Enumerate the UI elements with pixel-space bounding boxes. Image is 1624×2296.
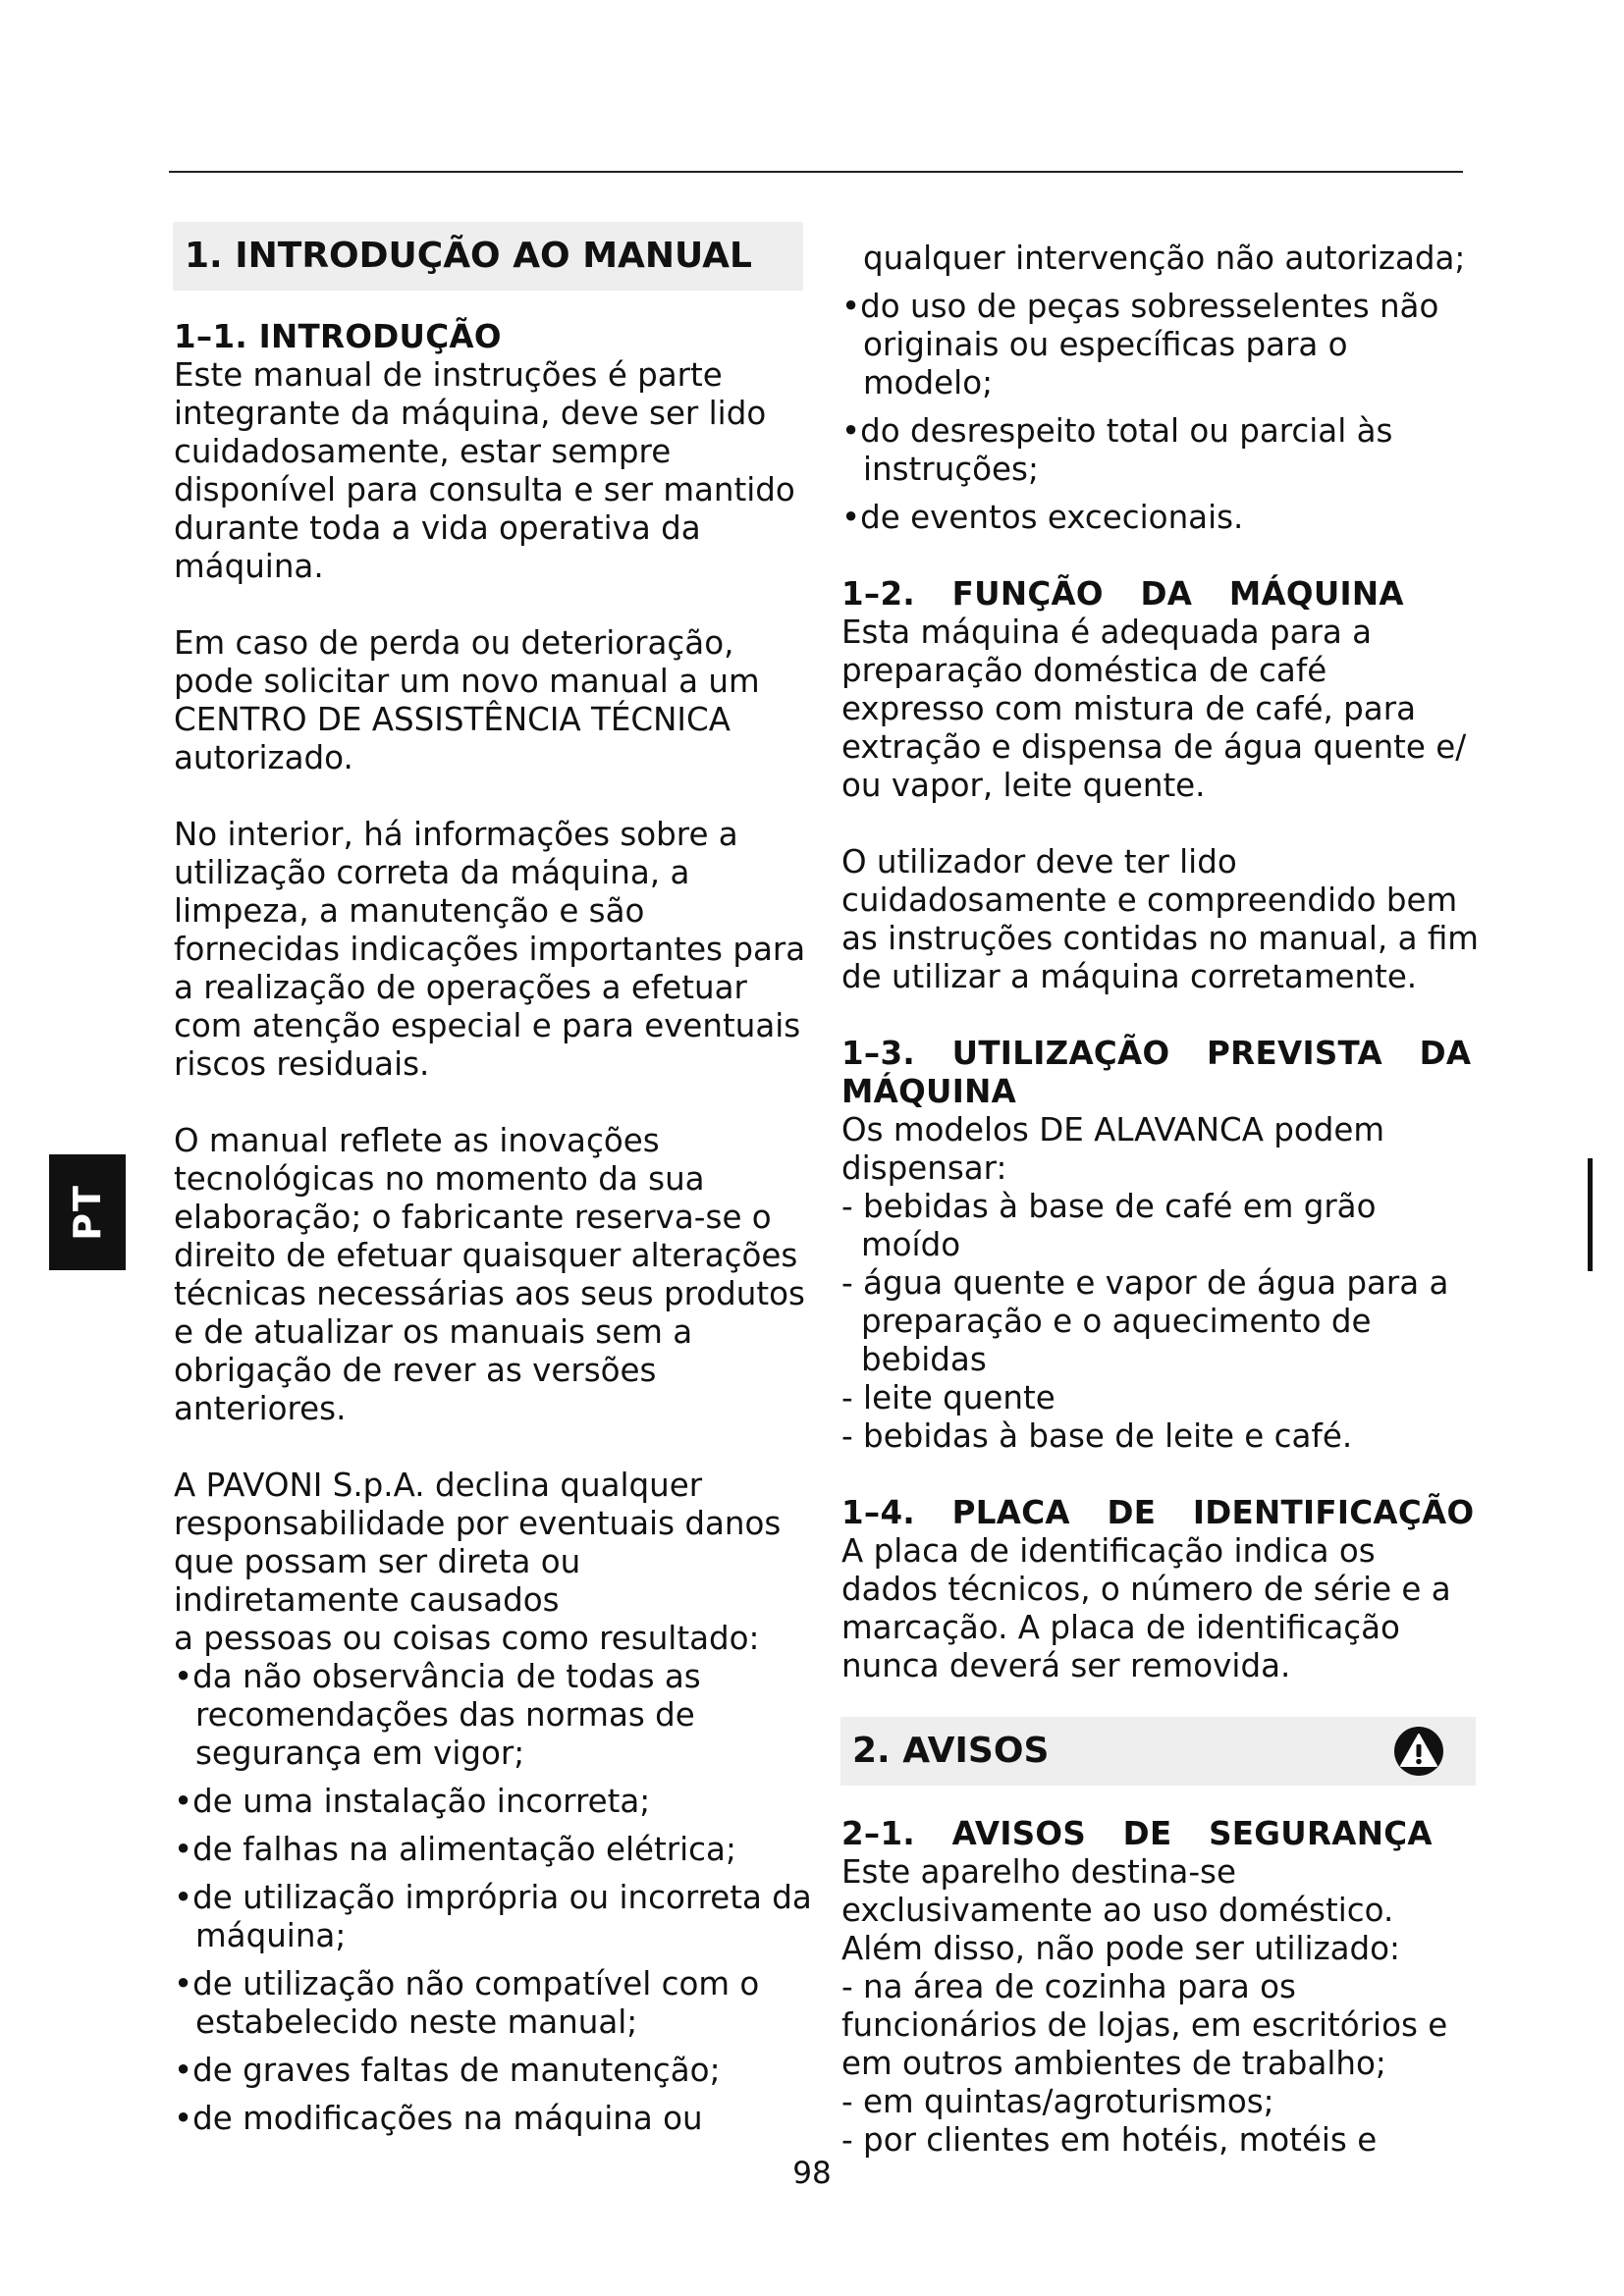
list-item: - na área de cozinha para os funcionários de lojas, em escritórios e em outros ambientes de trabalho; [841,1968,1448,2082]
header-rule [169,171,1463,173]
section-header-warnings [840,1717,1476,1786]
list-item: •de falhas na alimentação elétrica; [174,1831,736,1868]
list-item: •de utilização imprópria ou incorreta da máquina; [174,1879,812,1954]
paragraph: A placa de identificação indica os dados técnicos, o número de série e a marcação. A placa de identificação nunca deverá ser removida. [841,1532,1451,1684]
list-item: •do uso de peças sobresselentes não originais ou específicas para o modelo; [841,288,1439,401]
list-item: •de modificações na máquina ou [174,2100,703,2137]
language-tab [49,1154,126,1270]
right-column [841,240,1480,2160]
subsection-title: 1–2. FUNÇÃO DA MÁQUINA [841,575,1404,613]
list-item: - bebidas à base de café em grão moído [841,1188,1377,1263]
language-tab-label: PT [66,1184,109,1241]
paragraph: a pessoas ou coisas como resultado: [174,1620,760,1657]
list-item: •de graves faltas de manutenção; [174,2052,721,2089]
paragraph: Esta máquina é adequada para a preparação doméstica de café expresso com mistura de café, para extração e dispensa de água quente e/ ou vapor, leite quente. [841,614,1467,804]
list-item: •do desrespeito total ou parcial às instruções; [841,412,1393,488]
page-number: 98 [792,2156,832,2191]
paragraph: O manual reflete as inovações tecnológicas no momento da sua elaboração; o fabricante reserva-se o direito de efetuar quaisquer alterações técnicas necessárias aos seus produtos e de atualizar os manuais sem a obrigação de rever as versões anteriores. [174,1122,805,1427]
subsection-title: 2–1. AVISOS DE SEGURANÇA [841,1815,1433,1852]
list-item: - por clientes em hotéis, motéis e [841,2121,1378,2159]
list-item: - água quente e vapor de água para a preparação e o aquecimento de bebidas [841,1264,1449,1378]
side-marker-bar [1588,1158,1593,1271]
section-header-introduction [173,222,803,291]
paragraph: A PAVONI S.p.A. declina qualquer responsabilidade por eventuais danos que possam ser direta ou indiretamente causados [174,1467,782,1619]
section-title: 2. AVISOS [852,1731,1050,1771]
list-item: •de eventos excecionais. [841,499,1244,536]
list-item: - em quintas/agroturismos; [841,2083,1274,2120]
list-item: •da não observância de todas as recomendações das normas de segurança em vigor; [174,1658,701,1772]
paragraph-continuation: qualquer intervenção não autorizada; [863,240,1466,277]
paragraph: Este manual de instruções é parte integrante da máquina, deve ser lido cuidadosamente, estar sempre disponível para consulta e ser mantido durante toda a vida operativa da máquina. [174,356,795,585]
subsection-title: 1–1. INTRODUÇÃO [174,318,502,355]
subsection-title: 1–3. UTILIZAÇÃO PREVISTA DA MÁQUINA [841,1035,1472,1110]
paragraph: O utilizador deve ter lido cuidadosamente e compreendido bem as instruções contidas no manual, a fim de utilizar a máquina corretamente. [841,843,1479,995]
paragraph: Os modelos DE ALAVANCA podem dispensar: [841,1111,1385,1187]
list-item: •de utilização não compatível com o estabelecido neste manual; [174,1965,760,2041]
warning-icon [1393,1726,1444,1777]
list-item: - bebidas à base de leite e café. [841,1417,1353,1455]
left-column [174,222,812,2138]
list-item: •de uma instalação incorreta; [174,1783,651,1820]
paragraph: No interior, há informações sobre a utilização correta da máquina, a limpeza, a manutenção e são fornecidas indicações importantes para a realização de operações a efetuar com atenção especial e para eventuais riscos residuais. [174,816,806,1083]
paragraph: Este aparelho destina-se exclusivamente ao uso doméstico. Além disso, não pode ser utilizado: [841,1853,1401,1967]
paragraph: Em caso de perda ou deterioração, pode solicitar um novo manual a um CENTRO DE ASSISTÊNCIA TÉCNICA autorizado. [174,624,760,776]
list-item: - leite quente [841,1379,1056,1416]
subsection-title: 1–4. PLACA DE IDENTIFICAÇÃO [841,1494,1475,1531]
section-title: 1. INTRODUÇÃO AO MANUAL [185,236,752,276]
